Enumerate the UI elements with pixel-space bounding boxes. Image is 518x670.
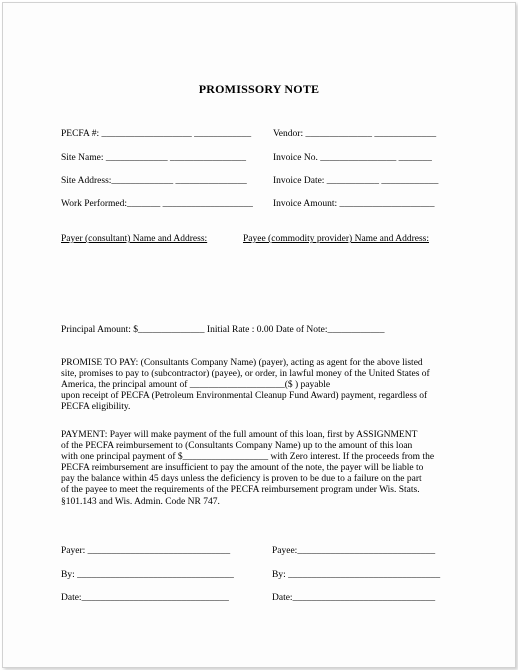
work-performed-field: Work Performed:_______ ___________________ (61, 199, 253, 209)
site-address-field: Site Address:_____________ _______________ (61, 176, 247, 186)
paragraph-line: PECFA eligibility. (61, 402, 131, 413)
paragraph-line: upon receipt of PECFA (Petroleum Environmental Cleanup Fund Award) payment, regardless of (61, 391, 428, 402)
payee-date-line: Date:______________________________ (272, 593, 436, 603)
paragraph-line: America, the principal amount of ____________________($ ) payable (61, 380, 331, 391)
paragraph-line: of the PECFA reimbursement to (Consultants Company Name) up to the amount of this loan (61, 441, 413, 452)
paragraph-line: of the payee to meet the requirements of the PECFA reimbursement program under Wis. Stats. (61, 485, 420, 496)
vendor-field: Vendor: ______________ _____________ (273, 129, 437, 139)
invoice-no-field: Invoice No. ________________ _______ (273, 153, 432, 163)
paragraph-line: PAYMENT: Payer will make payment of the full amount of this loan, first by ASSIGNMENT (61, 430, 418, 440)
paragraph-line: PROMISE TO PAY: (Consultants Company Name) (payer), acting as agent for the above listed (61, 358, 423, 368)
payer-heading: Payer (consultant) Name and Address: (61, 234, 208, 244)
paragraph-line: PECFA reimbursement are insufficient to pay the amount of the note, the payer will be liable to (61, 463, 424, 474)
principal-amount-line: Principal Amount: $______________ Initial Rate : 0.00 Date of Note:____________ (61, 325, 385, 335)
payee-heading: Payee (commodity provider) Name and Address: (243, 234, 429, 244)
promise-to-pay-paragraph (61, 358, 459, 413)
invoice-amount-field: Invoice Amount: ____________________ (273, 199, 435, 209)
payer-date-line: Date:_______________________________ (61, 593, 229, 603)
document-title: PROMISSORY NOTE (198, 82, 320, 96)
paragraph-line: site, promises to pay to (subcontractor) (payee), or order, in lawful money of the United States of (61, 369, 430, 380)
site-name-field: Site Name: _____________ ________________ (61, 153, 246, 163)
payer-signature-line: Payer: ______________________________ (61, 546, 231, 556)
paragraph-line: §101.143 and Wis. Admin. Code NR 747. (61, 496, 220, 507)
payer-by-line: By: _________________________________ (61, 570, 234, 580)
paragraph-line: pay the balance within 45 days unless the deficiency is proven to be due to a failure on the part (61, 474, 422, 485)
invoice-date-field: Invoice Date: ___________ ____________ (273, 176, 439, 186)
pecfa-number-field: PECFA #: ___________________ ____________ (61, 129, 252, 139)
payment-paragraph (61, 430, 459, 508)
payee-signature-line: Payee:_____________________________ (272, 546, 436, 556)
payee-by-line: By: ________________________________ (272, 570, 441, 580)
paragraph-line: with one principal payment of $__________________ with Zero interest. If the proceeds from the (61, 452, 435, 463)
